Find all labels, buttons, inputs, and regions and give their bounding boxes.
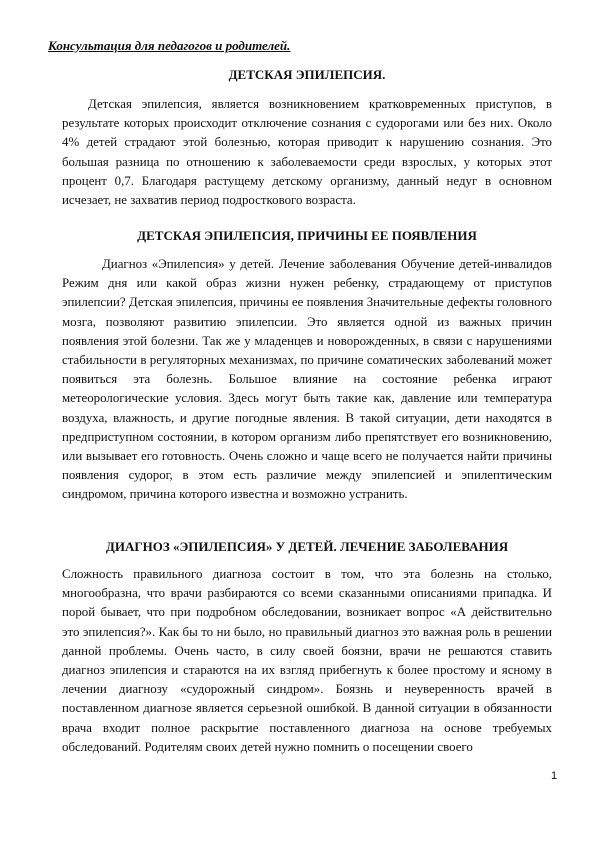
section-title-epilepsy: ДЕТСКАЯ ЭПИЛЕПСИЯ.	[228, 67, 386, 82]
section-paragraph-diagnosis: Сложность правильного диагноза состоит в том, что эта болезнь на столько, многообразна, что врачи разбираются со всеми сказанными описаниями припадка. И порой бывает, что при подробном обследовании, возникает вопрос «А действительно это эпилепсия?». Как бы то ни было, но правильный диагноз это важная роль в решении данной проблемы. Очень часто, в силу своей боязни, врачи не решаются ставить диагноз эпилепсия и стараются на их взгляд прибегнуть к более простому и ясному в лечении диагнозу «судорожный синдром». Боязнь и неуверенность врачей в поставленном диагнозе является серьезной ошибкой. В данной ситуации в обязанности врача входит полное раскрытие поставленного диагноза на основе требуемых обследований. Родителям своих детей нужно помнить о посещении своего	[62, 567, 552, 754]
section-paragraph-causes: Диагноз «Эпилепсия» у детей. Лечение заболевания Обучение детей-инвалидов Режим дня или какой образ жизни нужен ребенку, страдающему от приступов эпилепсии? Детская эпилепсия, причины ее появления Значительные дефекты головного мозга, позволяют развитию эпилепсии. Это является одной из важных причин появления этой болезни. Так же у младенцев и новорожденных, в связи с нарушениями стабильности в регуляторных механизмах, по причине соматических заболеваний может появиться эта болезнь. Большое влияние на состояние ребенка играют метеорологические условия. Здесь могут быть такие как, давление или температура воздуха, влажность, и другие погодные явления. В такой ситуации, дети находятся в предприступном состоянии, в котором организм либо препятствует его возникновению, или вызывает его готовность. Очень сложно и чаще всего не получается найти причины появления судорог, в этом есть различие между эпилепсией и эпилептическим синдромом, причина которого известна и возможно устранить.	[62, 257, 552, 502]
section-title-causes: ДЕТСКАЯ ЭПИЛЕПСИЯ, ПРИЧИНЫ ЕЕ ПОЯВЛЕНИЯ	[137, 228, 477, 243]
section-paragraph-intro: Детская эпилепсия, является возникновением кратковременных приступов, в результате которых происходит отключение сознания с судорогами или без них. Около 4% детей страдают этой болезнью, которая приводит к нарушению сознания. Это большая разница по отношению к заболеваемости среди взрослых, у которых этот процент 0,7. Благодаря растущему детскому организму, данный недуг в основном исчезает, не захватив период подросткового возраста.	[62, 97, 552, 208]
section-title-diagnosis: ДИАГНОЗ «ЭПИЛЕПСИЯ» У ДЕТЕЙ. ЛЕЧЕНИЕ ЗАБОЛЕВАНИЯ	[105, 539, 509, 554]
page-number: 1	[551, 770, 558, 782]
document-header: Консультация для педагогов и родителей.	[48, 38, 291, 53]
